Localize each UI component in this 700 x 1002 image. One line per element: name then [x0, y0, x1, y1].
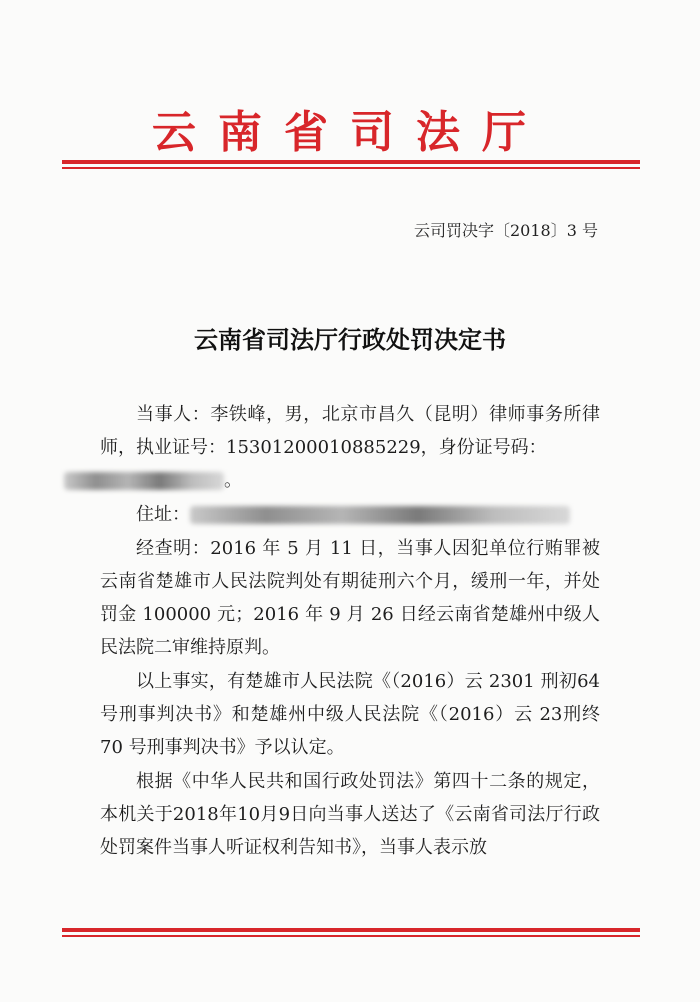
document-title: 云南省司法厅行政处罚决定书 — [194, 325, 506, 354]
letterhead-title: 云南省司法厅 — [152, 107, 548, 158]
footer-rule-thick — [62, 928, 640, 932]
party-text: 李铁峰，男，北京市昌久（昆明）律师事务所律师，执业证号：15301200010885229，身份证号码： — [100, 404, 601, 458]
facts-paragraph: 经查明：2016 年 5 月 11 日，当事人因犯单位行贿罪被云南省楚雄市人民法院判处有期徒刑六个月，缓刑一年，并处罚金 100000 元；2016 年 9 月 26 日经云南省楚雄州中级人民法院二审维持原判。 — [100, 538, 600, 658]
evidence-paragraph: 以上事实，有楚雄市人民法院《（2016）云 2301 刑初64 号刑事判决书》和楚雄州中级人民法院《（2016）云 23刑终 70 号刑事判决书》予以认定。 — [100, 671, 600, 758]
basis-paragraph: 根据《中华人民共和国行政处罚法》第四十二条的规定，本机关于2018年10月9日向当事人送达了《云南省司法厅行政处罚案件当事人听证权利告知书》，当事人表示放 — [100, 771, 600, 858]
letterhead-rule-thick — [62, 160, 640, 164]
document-body — [100, 398, 600, 865]
party-label: 当事人： — [136, 404, 211, 425]
redacted-id-number — [64, 472, 224, 490]
address-label: 住址： — [136, 504, 190, 525]
letterhead-rule-thin — [62, 167, 640, 169]
document-number: 云司罚决字〔2018〕3 号 — [414, 221, 598, 240]
footer-rule-thin — [62, 935, 640, 937]
address-paragraph — [100, 498, 600, 531]
redacted-address — [190, 506, 570, 524]
party-paragraph — [100, 398, 600, 497]
id-suffix: 。 — [224, 470, 242, 491]
